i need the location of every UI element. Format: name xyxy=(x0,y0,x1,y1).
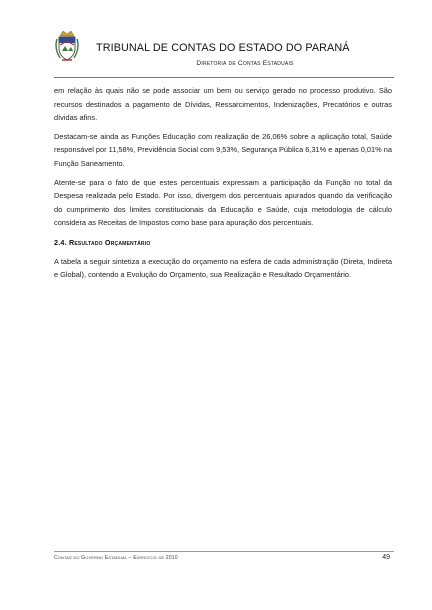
paragraph-1: em relação às quais não se pode associar um bem ou serviço gerado no processo produtivo. São recursos destinados a pagamento de Dívidas, Ressarcimentos, Indenizações, Precatórios e outras dívidas afins. xyxy=(54,86,392,123)
header-title: TRIBUNAL DE CONTAS DO ESTADO DO PARANÁ xyxy=(96,42,350,54)
footer-text: Contas do Governo Estadual – Exercício de 2010 xyxy=(54,555,178,561)
paragraph-3: Atente-se para o fato de que estes percentuais expressam a participação da Função no total da Despesa realizada pelo Estado. Por isso, divergem dos percentuais apurados quando da verificação do cumprimento dos limites constitucionais da Educação e Saúde, cuja metodologia de cálculo considera as Receitas de Impostos como base para apuração dos percentuais. xyxy=(54,177,392,228)
parana-coat-of-arms-icon xyxy=(54,30,80,62)
header-divider xyxy=(54,77,394,78)
paragraph-2: Destacam-se ainda as Funções Educação com realização de 26,06% sobre a aplicação total, Saúde responsável por 11,58%, Previdência Social com 9,53%, Segurança Pública 6,31% e apenas 0,01% na Função Saneamento. xyxy=(54,131,392,168)
section-heading: 2.4. Resultado Orçamentário xyxy=(54,237,151,247)
header-subtitle: Diretoria de Contas Estaduais xyxy=(196,60,294,67)
page-number: 49 xyxy=(382,554,390,561)
document-body xyxy=(54,84,392,287)
footer-divider xyxy=(54,551,394,552)
paragraph-4: A tabela a seguir sintetiza a execução do orçamento na esfera de cada administração (Direta, Indireta e Global), contendo a Evolução do Orçamento, sua Realização e Resultado Orçamentário. xyxy=(54,256,392,280)
